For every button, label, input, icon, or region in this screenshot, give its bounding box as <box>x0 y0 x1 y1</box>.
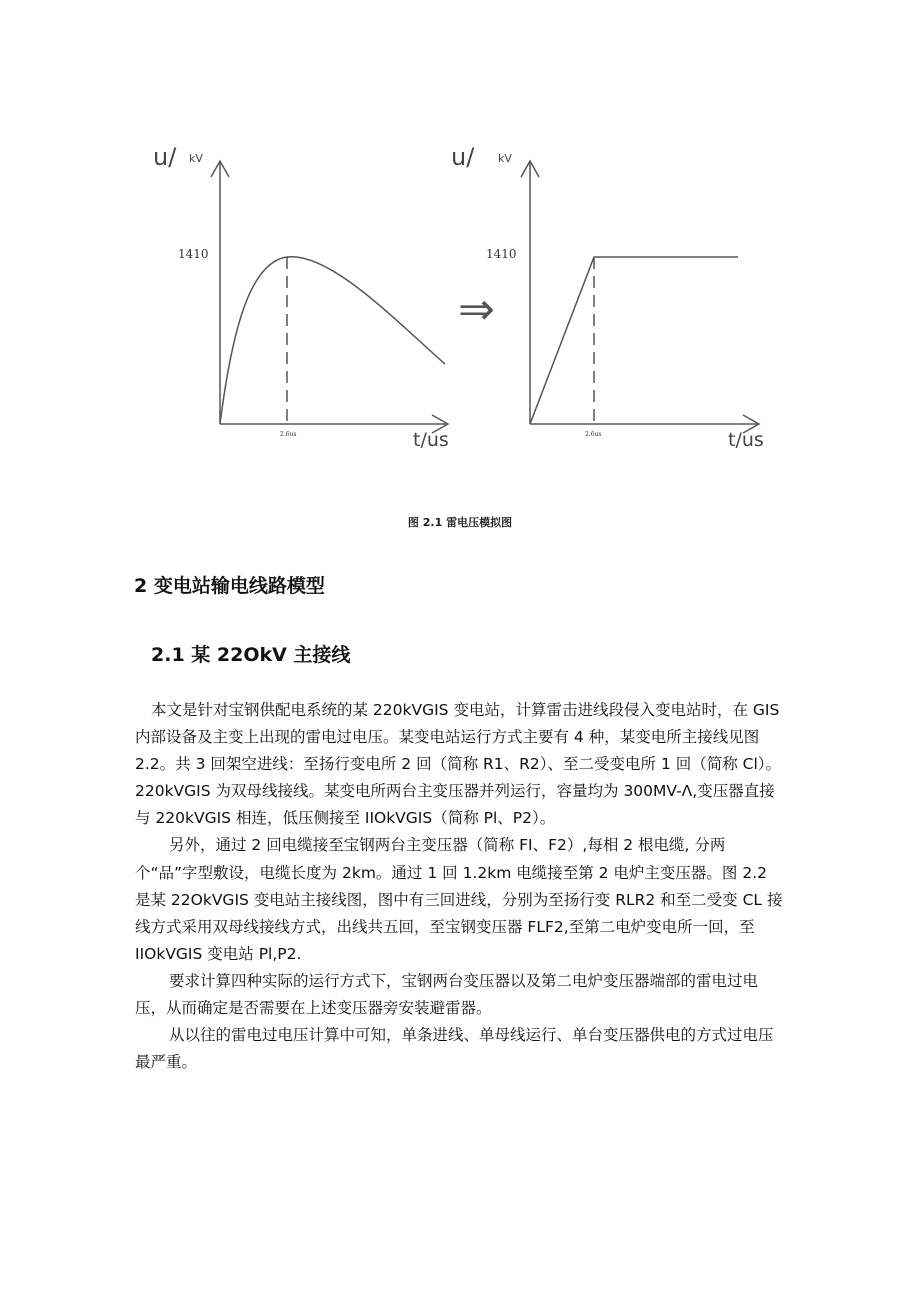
right-y-label: u/ <box>451 143 475 171</box>
right-peak-label: 1410 <box>486 247 517 261</box>
right-x-label: t/us <box>728 429 764 451</box>
paragraph: 另外，通过 2 回电缆接至宝钢两台主变压器（简称 FI、F2）,每相 2 根电缆, 分两个“品”字型敷设，电缆长度为 2km。通过 1 回 1.2km 电缆接至第 2 电炉主变压器。图 2.2 是某 22OkVGIS 变电站主接线图，图中有三回进线，分别为至扬行变 RLR2 和至二受变 CL 接线方式采用双母线接线方式，出线共五回，至宝钢变压器 FLF2,至第二电炉变电所一回，至 IIOkVGIS 变电站 Pl,P2. <box>135 836 783 963</box>
figure-caption: 图 2.1 雷电压模拟图 <box>407 516 513 529</box>
right-tick-label: 2.6us <box>585 431 602 438</box>
lightning-voltage-figure <box>0 0 920 500</box>
section-heading: 2 变电站输电线路模型 <box>134 575 325 597</box>
paragraph: 本文是针对宝钢供配电系统的某 220kVGIS 变电站，计算雷击进线段侵入变电站时，在 GIS 内部设备及主变上出现的雷电过电压。某变电站运行方式主要有 4 种，某变电所主接线见图 2.2。共 3 回架空进线：至扬行变电所 2 回（简称 R1、R2）、至二受变电所 1 回（简称 Cl）。220kVGIS 为双母线接线。某变电所两台主变压器并列运行，容量均为 300MV-Λ,变压器直接与 220kVGIS 相连，低压侧接至 IIOkVGIS（简称 Pl、P2）。 <box>135 701 782 828</box>
paragraph: 要求计算四种实际的运行方式下，宝钢两台变压器以及第二电炉变压器端部的雷电过电压，从而确定是否需要在上述变压器旁安装避雷器。 <box>135 971 759 1018</box>
subsection-heading: 2.1 某 22OkV 主接线 <box>151 644 351 666</box>
left-tick-label: 2.6us <box>280 431 297 438</box>
right-chart <box>451 143 764 451</box>
right-y-unit: kV <box>498 152 512 165</box>
left-chart <box>153 143 449 451</box>
right-voltage-ramp <box>530 257 738 424</box>
left-voltage-curve <box>220 257 445 424</box>
left-peak-label: 1410 <box>178 247 209 261</box>
transform-arrow: ⇒ <box>458 284 495 335</box>
left-y-label: u/ <box>153 143 177 171</box>
left-y-unit: kV <box>189 152 203 165</box>
left-x-label: t/us <box>413 429 449 451</box>
paragraph: 从以往的雷电过电压计算中可知，单条进线、单母线运行、单台变压器供电的方式过电压最严重。 <box>135 1026 774 1072</box>
body-text <box>135 697 785 1076</box>
